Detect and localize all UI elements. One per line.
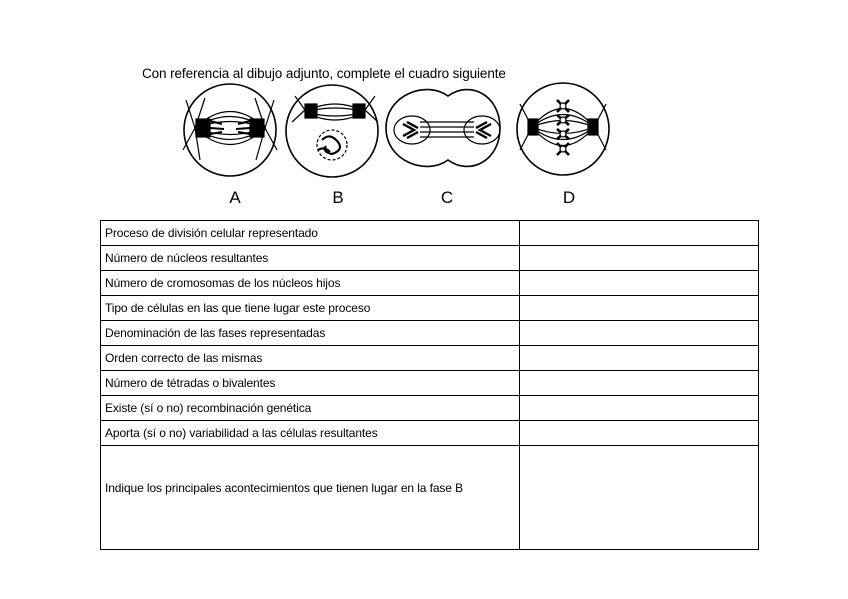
cell-b-drawing bbox=[286, 85, 378, 177]
answer-cell[interactable] bbox=[520, 321, 759, 346]
table-row bbox=[101, 396, 759, 421]
question-cell: Aporta (sí o no) variabilidad a las células resultantes bbox=[101, 421, 520, 446]
table-row bbox=[101, 371, 759, 396]
question-cell: Tipo de células en las que tiene lugar este proceso bbox=[101, 296, 520, 321]
question-cell: Orden correcto de las mismas bbox=[101, 346, 520, 371]
answer-table bbox=[100, 220, 759, 550]
figure-label-d: D bbox=[562, 188, 576, 207]
answer-cell[interactable] bbox=[520, 446, 759, 550]
cell-division-figures bbox=[0, 0, 848, 215]
figure-label-b: B bbox=[332, 188, 344, 207]
question-cell: Número de cromosomas de los núcleos hijos bbox=[101, 271, 520, 296]
table-row bbox=[101, 346, 759, 371]
question-cell: Indique los principales acontecimientos que tienen lugar en la fase B bbox=[101, 446, 520, 550]
table-row bbox=[101, 221, 759, 246]
table-row bbox=[101, 321, 759, 346]
figure-label-c: C bbox=[440, 188, 454, 207]
answer-cell[interactable] bbox=[520, 371, 759, 396]
cell-a-drawing bbox=[183, 84, 277, 176]
question-cell: Proceso de división celular representado bbox=[101, 221, 520, 246]
table-row bbox=[101, 421, 759, 446]
answer-cell[interactable] bbox=[520, 296, 759, 321]
table-row bbox=[101, 246, 759, 271]
cell-d-drawing bbox=[517, 83, 609, 175]
figure-label-a: A bbox=[229, 188, 241, 207]
table-row bbox=[101, 296, 759, 321]
answer-cell[interactable] bbox=[520, 421, 759, 446]
question-cell: Número de tétradas o bivalentes bbox=[101, 371, 520, 396]
instruction-text: Con referencia al dibujo adjunto, complete el cuadro siguiente bbox=[142, 66, 506, 81]
answer-cell[interactable] bbox=[520, 396, 759, 421]
table-row bbox=[101, 446, 759, 550]
cell-c-drawing bbox=[386, 90, 500, 167]
answer-cell[interactable] bbox=[520, 246, 759, 271]
answer-cell[interactable] bbox=[520, 271, 759, 296]
question-cell: Existe (sí o no) recombinación genética bbox=[101, 396, 520, 421]
table-row bbox=[101, 271, 759, 296]
answer-cell[interactable] bbox=[520, 221, 759, 246]
question-cell: Denominación de las fases representadas bbox=[101, 321, 520, 346]
answer-cell[interactable] bbox=[520, 346, 759, 371]
question-cell: Número de núcleos resultantes bbox=[101, 246, 520, 271]
